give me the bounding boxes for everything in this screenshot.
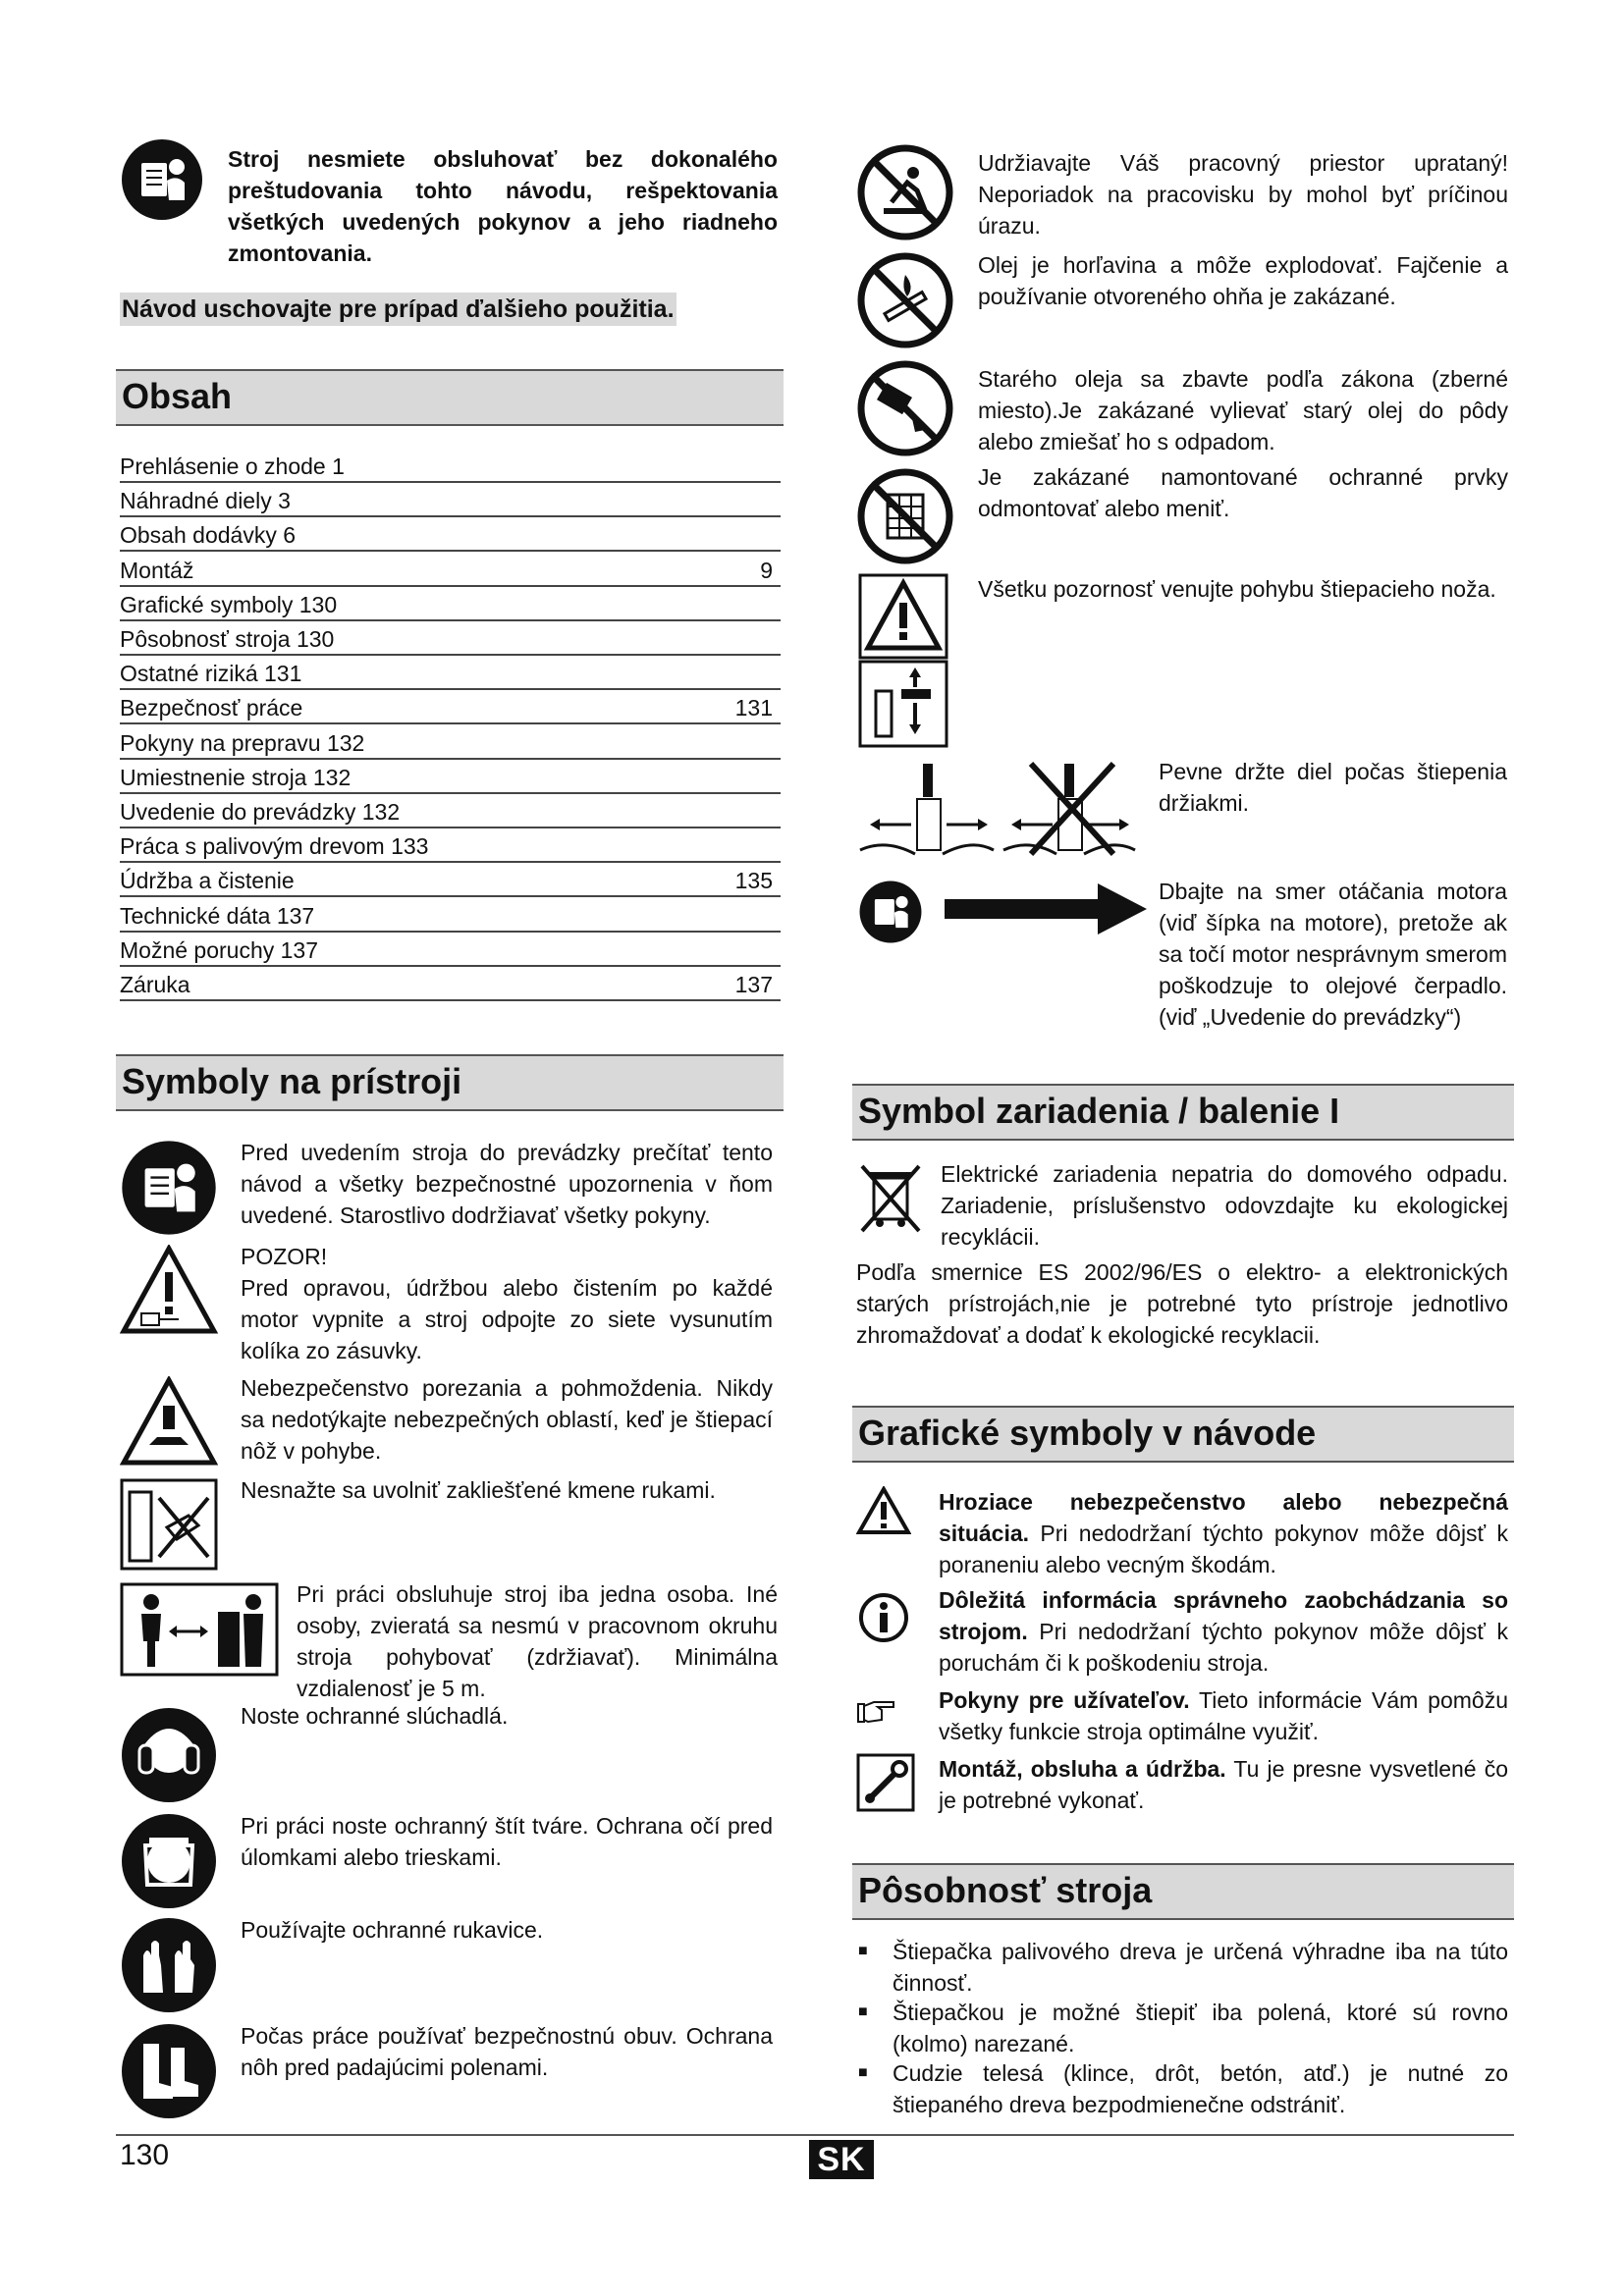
weee-text: Elektrické zariadenia nepatria do domového odpadu. Zariadenie, príslušenstvo odovzdajte ku ekologickej recyklácii. [941,1161,1508,1250]
warning-knife-movement-icon [858,573,948,748]
sym-cut-text: Nebezpečenstvo porezania a pohmoždenia. Nikdy sa nedotýkajte nebezpečných oblastí, keď je štiepací nôž v pohybe. [241,1375,773,1464]
sym-gloves-text: Používajte ochranné rukavice. [241,1917,544,1943]
user-desc: Tieto informácie Vám pomôžu všetky funkcie stroja optimálne využiť. [939,1687,1508,1744]
toc-row [120,450,781,483]
sym-ear-text: Noste ochranné slúchadlá. [241,1703,509,1729]
face-shield-icon [120,1812,218,1910]
user-text [939,1684,1508,1747]
no-smoking-fire-icon [856,251,954,349]
symbols-heading: Symboly na prístroji [116,1054,784,1111]
wrench-icon [856,1753,915,1812]
toc-label: Uvedenie do prevádzky 132 [120,799,401,825]
toc-label: Ostatné riziká 131 [120,661,302,687]
sym-caution-title: POZOR! [241,1244,328,1269]
read-manual-icon [120,137,204,222]
no-hands-stuck-log-icon [120,1478,218,1571]
user-bold: Pokyny pre užívateľov. [939,1687,1190,1713]
sym-stuck-text: Nesnažte sa uvolniť zakliešťené kmene rukami. [241,1477,716,1503]
toc-label: Možné poruchy 137 [120,936,319,963]
toc-label: Bezpečnosť práce [120,695,303,721]
no-clutter-icon [856,143,954,241]
assembly-desc: Tu je presne vysvetlené čo je potrebné vykonať. [939,1756,1509,1813]
old-oil-text: Starého oleja sa zbavte podľa zákona (zberné miesto).Je zakázané vylievať starý olej do pôdy alebo zmiešať ho s odpadom. [978,366,1508,454]
toc-label: Prehlásenie o zhode 1 [120,454,345,479]
toc-label: Technické dáta 137 [120,902,315,929]
toc-row [120,726,781,760]
toc-row [120,588,781,621]
toc-row [120,518,781,552]
graphic-symbols-heading: Grafické symboly v návode [852,1406,1514,1463]
danger-warning-icon [856,1486,911,1535]
cut-hazard-icon [120,1376,218,1467]
pack-heading: Symbol zariadenia / balenie I [852,1084,1514,1141]
toc-label: Údržba a čistenie [120,868,295,894]
sym-read-text: Pred uvedením stroja do prevádzky prečítať tento návod a všetky bezpečnostné upozornenia v ňom uvedené. Starostlivo dodržiavať všetky pokyny. [241,1140,773,1228]
no-remove-guards-icon [856,467,954,565]
sym-caution-text: Pred opravou, údržbou alebo čistením po každé motor vypnite a stroj odpojte zo siete vysunutím kolíka zo zásuvky. [241,1275,773,1363]
danger-desc: Pri nedodržaní týchto pokynov môže dôjsť k poraneniu alebo vecným škodám. [939,1521,1508,1577]
danger-bold: Hroziace nebezpečenstvo alebo nebezpečná situácia. [939,1489,1508,1546]
sym-shoes-text: Počas práce používať bezpečnostnú obuv. Ochrana nôh pred padajúcimi polenami. [241,2023,773,2080]
toc-label: Pôsobnosť stroja 130 [120,626,335,652]
read-manual-icon [858,880,923,944]
keep-note: Návod uschovajte pre prípad ďalšieho použitia. [120,293,677,326]
scope-list-item [858,1936,1508,1999]
danger-text [939,1486,1508,1580]
weee-bin-icon [858,1160,923,1237]
toc-page: 135 [734,868,773,894]
scope-item-text: Štiepačka palivového dreva je určená výhradne iba na túto činnosť. [893,1939,1508,1996]
guards-text: Je zakázané namontované ochranné prvky odmontovať alebo meniť. [978,464,1508,521]
toc-label: Náhradné diely 3 [120,488,291,514]
hold-handles-icon [856,756,1141,870]
oil-fire-text: Olej je horľavina a môže explodovať. Fajčenie a používanie otvoreného ohňa je zakázané. [978,252,1508,309]
toc-row [120,899,781,933]
toc-label: Umiestnenie stroja 132 [120,764,352,790]
pointing-hand-icon [856,1698,895,1726]
knife-text: Všetku pozornosť venujte pohybu štiepacieho noža. [978,576,1496,602]
scope-list-item [858,2057,1508,2120]
sym-face-text: Pri práci noste ochranný štít tváre. Ochrana očí pred úlomkami alebo trieskami. [241,1813,773,1870]
toc-label: Montáž [120,557,194,583]
language-badge: SK [809,2140,874,2179]
tidy-text: Udržiavajte Váš pracovný priestor uprataný! Neporiadok na pracovisku by mohol byť príčinou úrazu. [978,150,1508,239]
toc-row [120,864,781,897]
toc-label: Práca s palivovým drevom 133 [120,833,429,860]
toc-row [120,829,781,863]
no-oil-dumping-icon [856,359,954,457]
info-desc: Pri nedodržaní týchto pokynov môže dôjsť k poruchám či k poškodeniu stroja. [939,1619,1508,1676]
toc-row [120,622,781,656]
assembly-text [939,1753,1508,1816]
info-bold: Dôležitá informácia správneho zaobchádzania so strojom. [939,1587,1508,1644]
assembly-bold: Montáž, obsluha a údržba. [939,1756,1226,1782]
sym-one-person-text: Pri práci obsluhuje stroj iba jedna osoba. Iné osoby, zvieratá sa nesmú v pracovnom okruhu stroja pohybovať (zdržiavať). Minimálna vzdialenosť je 5 m. [297,1581,778,1701]
intro-text: Stroj nesmiete obsluhovať bez dokonalého preštudovania tohto návodu, rešpektovania všetkých uvedených pokynov a jeho riadneho zmontovania. [228,146,778,266]
bullet-icon: ■ [858,2003,868,2020]
safety-boots-icon [120,2022,218,2120]
warning-unplug-icon [120,1245,218,1335]
toc-label: Obsah dodávky 6 [120,522,297,549]
scope-list-item [858,1997,1508,2059]
page-number: 130 [120,2139,170,2171]
hold-text: Pevne držte diel počas štiepenia držiakmi. [1159,759,1507,816]
toc-page: 131 [734,695,773,721]
toc-row [120,657,781,690]
toc-row [120,968,781,1001]
scope-item-text: Štiepačkou je možné štiepiť iba polená, ktoré sú rovno (kolmo) narezané. [893,2000,1508,2056]
directive-text: Podľa smernice ES 2002/96/ES o elektro- a elektronických starých prístrojách,nie je potrebné tyto prístroje jednotlivo zhromaždovať a dodať k ekologické recyklacii. [856,1259,1508,1348]
toc-row [120,484,781,517]
bullet-icon: ■ [858,2064,868,2081]
motor-direction-arrow-icon [945,881,1149,936]
scope-heading: Pôsobnosť stroja [852,1863,1514,1920]
toc-page: 137 [734,972,773,997]
toc-label: Záruka [120,972,190,997]
toc-row [120,761,781,794]
toc-label: Pokyny na prepravu 132 [120,729,365,756]
toc-page: 9 [760,557,773,583]
toc-row [120,934,781,967]
toc-heading: Obsah [116,369,784,426]
ear-protection-icon [120,1706,218,1804]
rotation-text: Dbajte na smer otáčania motora (viď šípka na motore), pretože ak sa točí motor nesprávnym smerom poškodzuje to olejové čerpadlo. (viď „Uvedenie do prevádzky“) [1159,879,1507,1030]
read-manual-icon [120,1139,218,1237]
gloves-icon [120,1916,218,2014]
bullet-icon: ■ [858,1943,868,1959]
toc-row [120,795,781,828]
one-operator-icon [120,1582,279,1677]
toc-label: Grafické symboly 130 [120,591,338,617]
toc-row [120,554,781,587]
footer-rule [116,2134,1514,2136]
info-text [939,1584,1508,1679]
scope-item-text: Cudzie telesá (klince, drôt, betón, atď.) je nutné zo štiepaného dreva bezpodmienečne odstrániť. [893,2060,1508,2117]
toc-row [120,691,781,724]
info-icon [858,1592,909,1643]
